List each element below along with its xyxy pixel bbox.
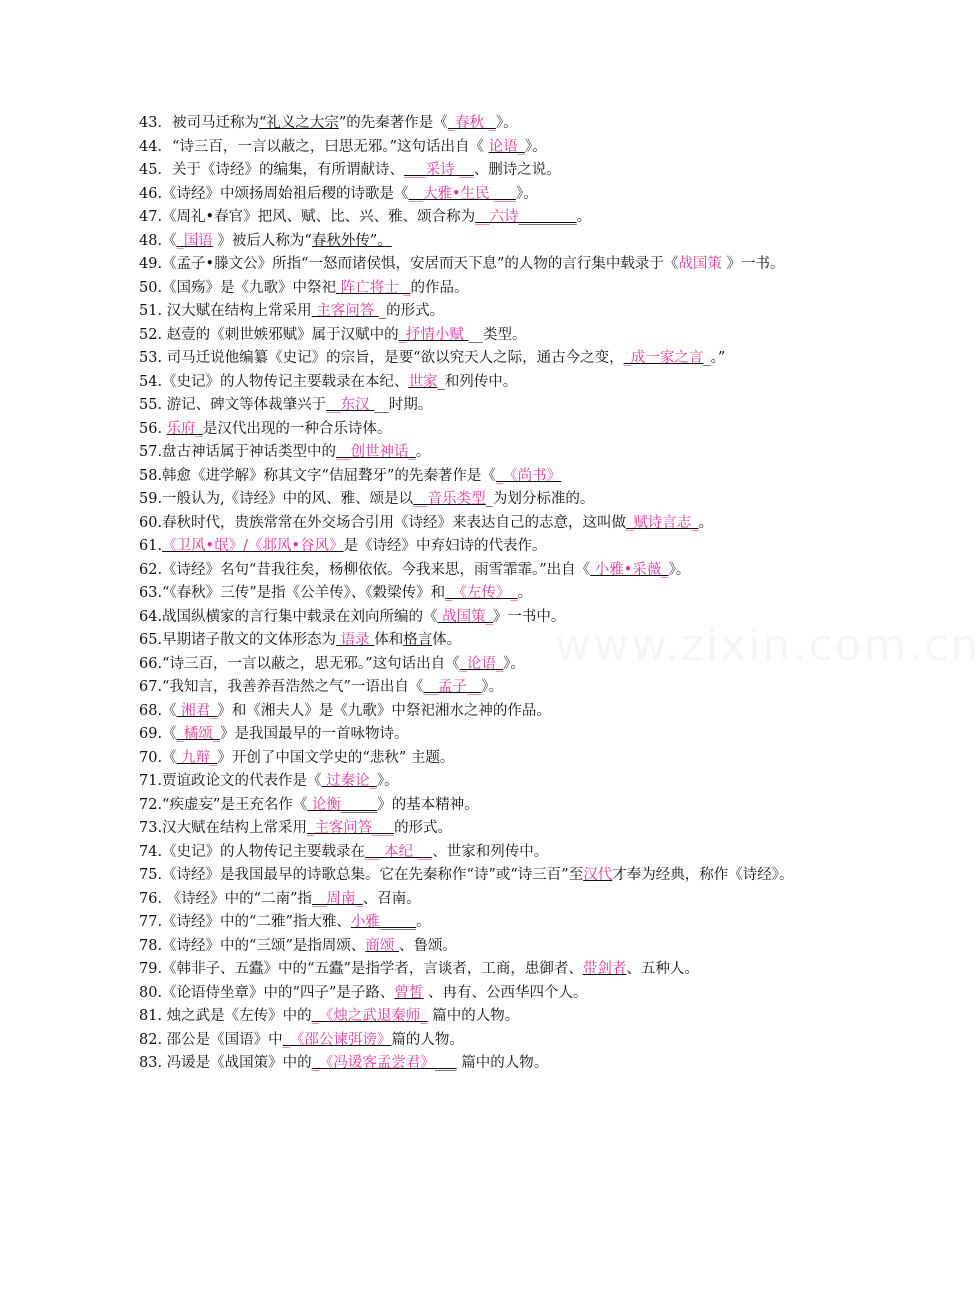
question-text: 71.贾谊政论文的代表作是《 [139,773,322,789]
question-text: 、鲁颂。 [399,937,457,954]
question-line-69 [139,723,799,747]
question-text: 》和《湘夫人》是《九歌》中祭祀湘水之神的作品。 [217,702,551,719]
question-line-50 [139,277,799,301]
question-line-63 [139,582,799,606]
question-text: 篇中的人物。 [427,1008,520,1024]
question-text: _和列传中。 [437,373,518,390]
question-text: 43．被司马迁称为 [139,115,259,131]
question-line-58 [139,465,799,489]
question-line-55 [139,394,799,418]
question-text: 60.春秋时代，贵族常常在外交场合引用《诗经》来表达自己的志意，这叫做 [139,514,627,531]
question-text: _。” [703,350,726,366]
question-text: 45．关于《诗经》的编集，有所谓献诗、 [139,162,404,178]
question-line-43 [139,112,799,136]
question-text: 46.《诗经》中颂扬周始祖后稷的诗歌是《 [139,185,409,202]
question-text: 篇中的人物。 [456,1055,549,1071]
question-text: 69.《 [139,726,177,742]
question-text: 65.早期诸子散文的文体形态为 [139,632,337,648]
question-line-83 [139,1052,799,1076]
question-text: 》。 [495,115,518,131]
question-text: 体。 [432,632,462,648]
question-line-48 [139,230,799,254]
question-line-77 [139,911,799,935]
answer-text: 语录 [336,632,375,648]
answer-text: 九辩_ [176,749,218,766]
question-line-52 [139,324,799,348]
answer-text: _主客问答___ [307,820,395,836]
question-text: 73.汉大赋在结构上常采用 [139,820,308,836]
question-line-81 [139,1005,799,1029]
question-text: 53. 司马迁说他编纂《史记》的宗旨，是要“欲以究天人之际，通古今之变， [139,350,624,366]
answer-text: 论语_ [488,138,525,155]
question-text: 50.《国殇》是《九歌》中祭祀 [139,279,337,296]
question-text: 》。 [668,561,691,578]
question-line-73 [139,817,799,841]
question-text: 》。 [503,655,525,672]
answer-text: _《邵公谏弭谤》 [282,1031,392,1048]
underlined-text: 格言 [403,632,433,648]
answer-text: __创世神话_ [336,444,416,460]
question-text: 。 [416,914,431,930]
question-text: 55. 游记、碑文等体裁肇兴于 [139,397,327,413]
answer-text: 湘君_ [176,702,218,719]
answer-text: _《烛之武退秦师_ [311,1008,428,1024]
question-text: 》一书。 [721,256,785,272]
question-text: 是汉代出现的一种合乐诗体。 [202,420,392,437]
question-text: 》被后人称为“ [212,232,312,249]
question-line-72 [139,794,799,818]
question-line-49 [139,253,799,277]
question-text: 51. 汉大赋在结构上常采用 [139,303,312,319]
question-text: 74.《史记》的人物传记主要载录在 [139,843,366,860]
question-line-75 [139,864,799,888]
question-line-78 [139,935,799,959]
question-line-62 [139,559,799,583]
answer-text: 战国策_ [437,608,493,625]
question-text: 67.“我知言，我善养吾浩然之气”一语出自《 [139,679,424,695]
question-list [139,112,799,1076]
question-text: 篇的人物。 [391,1031,464,1048]
question-text: 49.《孟子•滕文公》所指“一怒而诸侯惧，安居而天下息”的人物的言行集中载录于《 [139,256,679,272]
answer-text: __孟子__ [423,679,482,695]
question-line-67 [139,676,799,700]
question-text: 57.盘古神话属于神话类型中的 [139,444,337,460]
question-text: 79.《韩非子、五蠹》中的“五蠹”是指学者，言谈者，工商，患御者、 [139,961,583,977]
question-line-82 [139,1029,799,1053]
question-text: 》。 [481,679,504,695]
question-text: 。 [415,444,431,460]
question-text: 才奉为经典，称作《诗经》。 [612,867,794,883]
question-text: 、世家和列传中。 [432,843,549,860]
question-text: 》一书中。 [492,608,566,625]
answer-text: _橘颂_ [176,726,221,742]
question-text: 48.《 [139,232,177,249]
question-text: 76. 《诗经》中的“二南”指 [139,890,312,907]
question-line-68 [139,700,799,724]
question-text: 的形式。 [394,820,453,836]
question-text: 、删诗之说。 [473,162,561,178]
question-text: 68.《 [139,702,177,719]
question-text: 的作品。 [410,279,469,296]
answer-text: 阵亡将士 _ [336,279,411,296]
question-text: 81. 烛之武是《左传》中的 [139,1008,312,1024]
question-line-60 [139,512,799,536]
question-line-47 [139,206,799,230]
question-text: 52. 赵壹的《刺世嫉邪赋》属于汉赋中的 [139,326,399,343]
question-text: _为划分标准的。 [485,491,595,507]
answer-text: 战国策 [678,256,722,272]
answer-text: __ 本纪 __ [365,843,433,860]
question-text: 61. [139,538,163,554]
answer-text: 曾皙 [394,984,424,1001]
question-text: 59.一般认为,《诗经》中的风、雅、颂是以 [139,491,414,507]
answer-text: _成一家之言 [623,350,704,366]
answer-text: _《左传》_ [445,585,518,601]
question-line-76 [139,888,799,912]
question-text: 72.“疾虚妄”是王充名作《 [139,796,308,813]
question-text: 80.《论语侍坐章》中的“四子”是子路、 [139,984,395,1001]
answer-text: __大雅•生民 ___ [408,185,516,202]
question-text: 》开创了中国文学史的“悲秋” 主题。 [217,749,455,766]
answer-text: __音乐类型 [413,491,486,507]
question-text: 75.《诗经》是我国最早的诗歌总集。它在先秦称作“诗”或“诗三百”至 [139,867,584,883]
answer-text: 乐府_ [166,420,203,437]
answer-text: ___采诗 __ [403,162,474,178]
blank-line: _____ [341,796,378,813]
answer-text: 世家 [408,373,438,390]
question-text: __类型。 [468,326,527,343]
question-text: 63.“《春秋》三传”是指《公羊传》、《穀梁传》和 [139,585,446,601]
question-text: 58.韩愈《进学解》称其文字“佶屈聱牙”的先秦著作是《 [139,467,496,484]
question-line-44 [139,136,799,160]
question-text: ”的先秦著作是《 [338,115,448,131]
answer-text: 主客问答 [311,303,379,319]
question-text: 56. [139,420,167,437]
question-line-56 [139,418,799,442]
answer-text: 论衡 [307,796,341,813]
answer-text: 带剑者 [582,961,627,977]
answer-text: _国语 [176,232,213,249]
answer-text: 过秦论_ [321,773,377,789]
watermark: www.zixin.com.cn [555,620,980,671]
question-line-46 [139,183,799,207]
question-text: __时期。 [374,397,433,413]
blank-line: ___ [434,1055,457,1071]
question-text: 83. 冯谖是《战国策》中的 [139,1055,312,1071]
question-text: 。 [698,514,714,531]
question-text: 62.《诗经》名句“昔我往矣，杨柳依依。今我来思，雨雪霏霏。”出自《 [139,561,591,578]
question-text: 、召南。 [362,890,421,907]
question-line-71 [139,770,799,794]
answer-text: 小雅 [350,914,380,930]
question-line-53 [139,347,799,371]
answer-text: __周南_ [312,890,363,907]
underlined-text: 春秋外传”。 [311,232,392,249]
question-text: 47.《周礼•春官》把风、赋、比、兴、雅、颂合称为 [139,209,476,225]
question-line-80 [139,982,799,1006]
question-text: 78.《诗经》中的“三颂”是指周颂、 [139,937,366,954]
question-text: 。 [576,209,592,225]
question-line-45 [139,159,799,183]
answer-text: __东汉 [326,397,375,413]
answer-text: 《卫风•氓》/《邶风•谷风》 [162,538,344,554]
question-text: 54.《史记》的人物传记主要载录在本纪、 [139,373,409,390]
question-text: 是《诗经》中弃妇诗的代表作。 [343,538,547,554]
question-text: 》。 [524,138,547,155]
question-line-79 [139,958,799,982]
blank-line: ________ [518,209,577,225]
question-line-54 [139,371,799,395]
question-text: 》。 [515,185,538,202]
blank-line: _____ [379,914,417,930]
question-line-61 [139,535,799,559]
question-text: 44．“诗三百，一言以蔽之，曰思无邪。”这句话出自《 [139,138,489,155]
question-text: 70.《 [139,749,177,766]
question-text: 、冉有、公西华四个人。 [423,984,588,1001]
question-text: 82. 邵公是《国语》中 [139,1031,283,1048]
answer-text: _《尚书》 [495,467,562,484]
question-text: 77.《诗经》中的“二雅”指大雅、 [139,914,351,930]
question-text: 。 [517,585,533,601]
answer-text: 汉代 [583,867,613,883]
answer-text: 小雅•采薇_ [590,561,669,578]
answer-text: _论语_ [459,655,504,672]
answer-text: _春秋 _ [447,115,496,131]
answer-text: __六诗 [475,209,519,225]
question-text: 66.“诗三百，一言以蔽之，思无邪。”这句话出自《 [139,655,460,672]
question-text: 、五种人。 [626,961,699,977]
answer-text: _《冯谖客孟尝君》 [311,1055,435,1071]
question-line-74 [139,841,799,865]
question-line-51 [139,300,799,324]
question-line-70 [139,747,799,771]
answer-text: _赋诗言志_ [626,514,699,531]
question-text: 64.战国纵横家的言行集中载录在刘向所编的《 [139,608,438,625]
answer-text: _抒情小赋 [398,326,469,343]
question-text: _的形式。 [378,303,445,319]
question-text: 》是我国最早的一首咏物诗。 [220,726,409,742]
question-line-57 [139,441,799,465]
question-text: 》。 [376,773,399,789]
question-line-59 [139,488,799,512]
answer-text: 商颂 [365,937,399,954]
underlined-text: “礼义之大宗 [258,115,339,131]
question-text: 体和 [374,632,404,648]
question-text: 》的基本精神。 [377,796,479,813]
